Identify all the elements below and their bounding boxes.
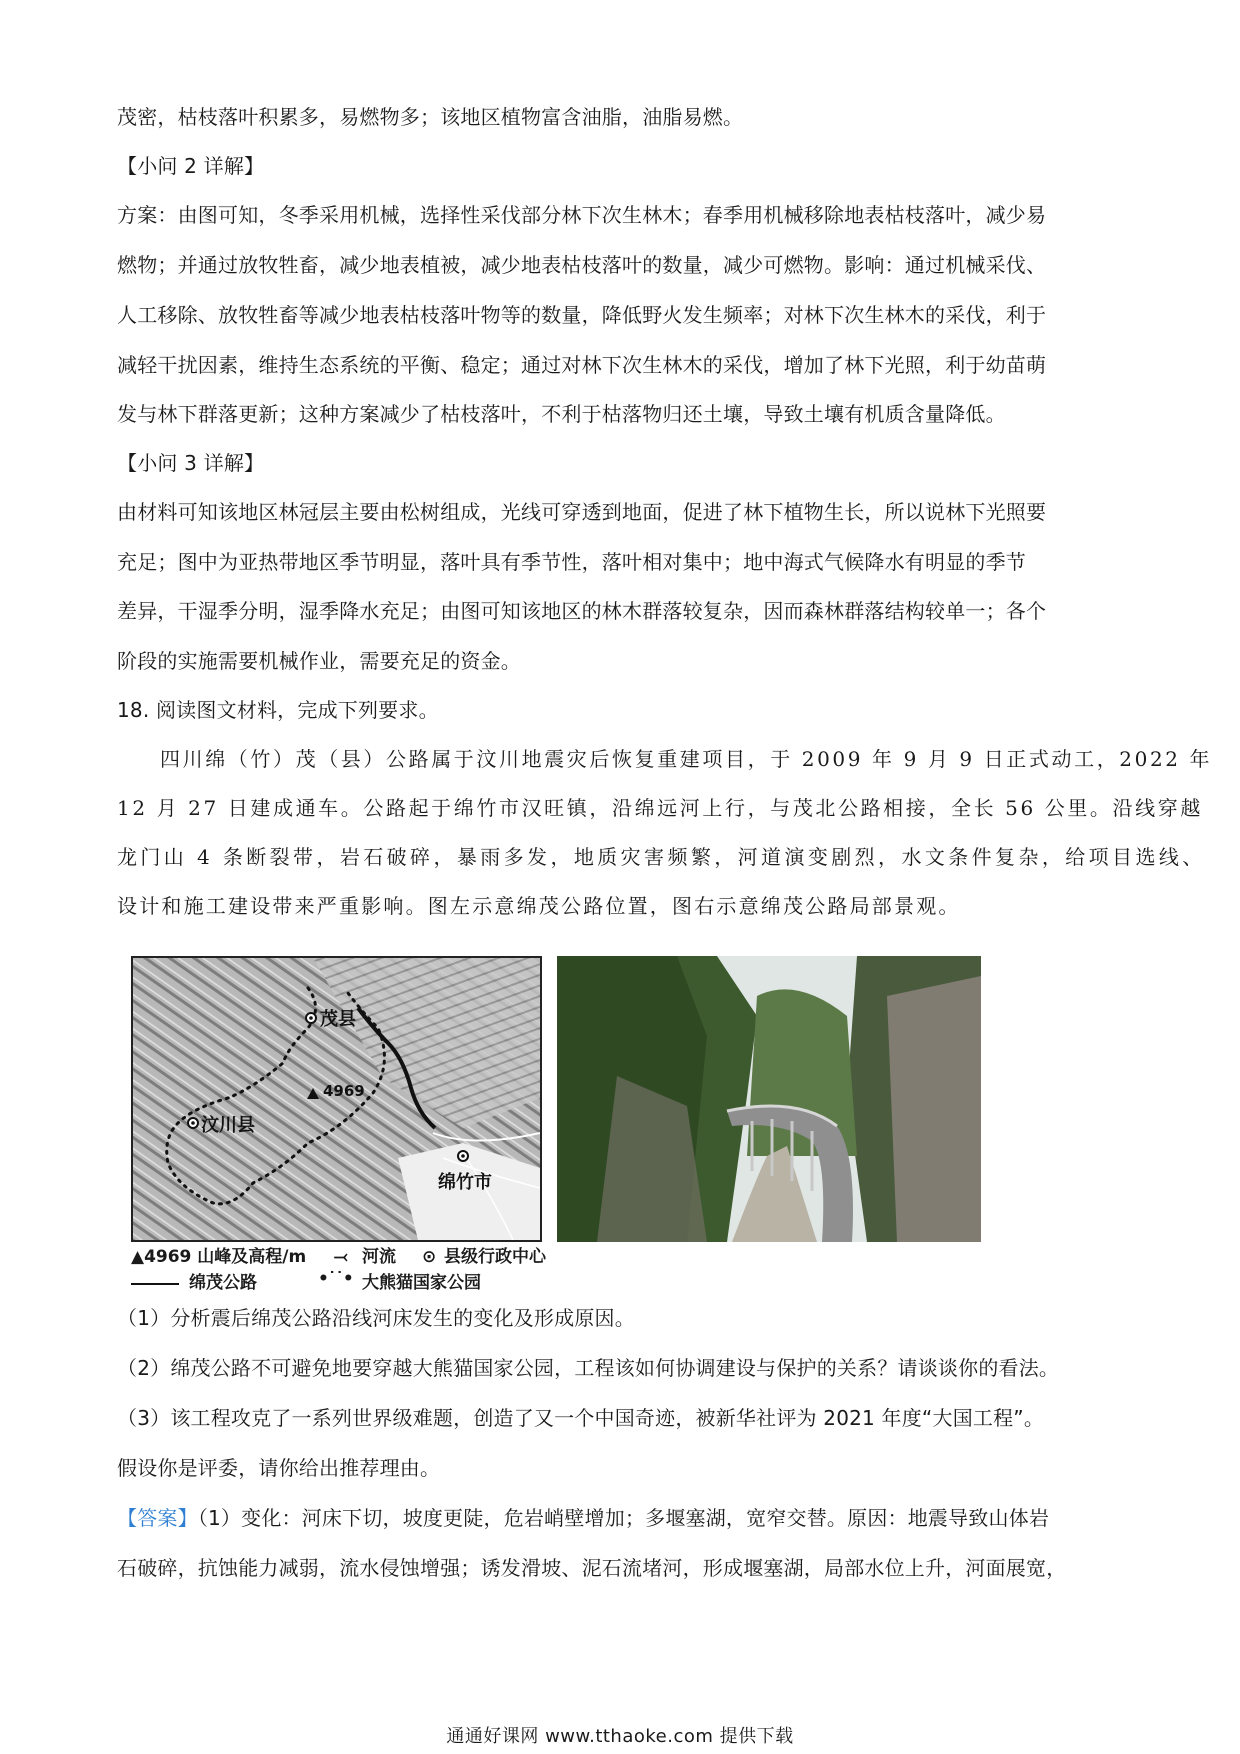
map-label-mianzhu: 绵竹市: [438, 1172, 492, 1193]
text-line: 茂密，枯枝落叶积累多，易燃物多；该地区植物富含油脂，油脂易燃。: [117, 105, 744, 129]
text-line: 方案：由图可知，冬季采用机械，选择性采伐部分林下次生林木；春季用机械移除地表枯枝落叶，减少易: [117, 203, 1047, 227]
map-label-peak: 4969: [323, 1082, 365, 1100]
text-line: 充足；图中为亚热带地区季节明显，落叶具有季节性，落叶相对集中；地中海式气候降水有明显的季节: [117, 550, 1026, 574]
text-line: 发与林下群落更新；这种方案减少了枯枝落叶，不利于枯落物归还土壤，导致土壤有机质含量降低。: [117, 402, 1006, 426]
legend-peak: ▲4969 山峰及高程/m: [131, 1247, 307, 1267]
map-label-wenchuan: 汶川县: [201, 1115, 255, 1136]
question-line: （1）分析震后绵茂公路沿线河床发生的变化及形成原因。: [117, 1306, 635, 1330]
answer-line: [117, 1504, 1137, 1532]
legend-county: 县级行政中心: [444, 1247, 546, 1267]
map-figure: [131, 956, 542, 1242]
legend-river-symbol: ⤙: [334, 1247, 348, 1267]
legend-road: 绵茂公路: [189, 1273, 257, 1293]
landscape-photo: [557, 956, 981, 1242]
material-line: 设计和施工建设带来严重影响。图左示意绵茂公路位置，图右示意绵茂公路局部景观。: [117, 894, 961, 918]
map-label-maoxian: 茂县: [320, 1009, 356, 1030]
bridge-photo-illustration: [557, 956, 981, 1242]
text-line: 阶段的实施需要机械作业，需要充足的资金。: [117, 649, 521, 673]
material-line: 龙门山 4 条断裂带，岩石破碎，暴雨多发，地质灾害频繁，河道演变剧烈，水文条件复杂，给项目选线、: [117, 845, 1206, 869]
question-title: 18. 阅读图文材料，完成下列要求。: [117, 698, 439, 722]
answer-tag: 【答案】: [117, 1506, 198, 1530]
legend-county-icon: ⊙: [422, 1247, 437, 1267]
question-line: 假设你是评委，请你给出推荐理由。: [117, 1456, 441, 1480]
page-footer: 通通好课网 www.tthaoke.com 提供下载: [446, 1726, 794, 1747]
answer-line: 石破碎，抗蚀能力减弱，流水侵蚀增强；诱发滑坡、泥石流堵河，形成堰塞湖，局部水位上升，河面展宽，: [117, 1556, 1067, 1580]
legend-road-symbol: [131, 1283, 179, 1285]
text-line: 由材料可知该地区林冠层主要由松树组成，光线可穿透到地面，促进了林下植物生长，所以说林下光照要: [117, 500, 1047, 524]
legend-park-symbol: •˙˙•: [318, 1269, 353, 1289]
answer-text: （1）变化：河床下切，坡度更陡，危岩峭壁增加；多堰塞湖，宽窄交替。原因：地震导致山体岩: [197, 1506, 1050, 1530]
legend-river: 河流: [362, 1247, 396, 1267]
section-heading: 【小问 2 详解】: [117, 154, 265, 178]
text-line: 减轻干扰因素，维持生态系统的平衡、稳定；通过对林下次生林木的采伐，增加了林下光照，利于幼苗萌: [117, 353, 1047, 377]
question-line: （2）绵茂公路不可避免地要穿越大熊猫国家公园，工程该如何协调建设与保护的关系？请谈谈你的看法。: [117, 1356, 1060, 1380]
legend-park: 大熊猫国家公园: [362, 1273, 481, 1293]
text-line: 差异，干湿季分明，湿季降水充足；由图可知该地区的林木群落较复杂，因而森林群落结构较单一；各个: [117, 599, 1047, 623]
section-heading: 【小问 3 详解】: [117, 451, 265, 475]
question-line: （3）该工程攻克了一系列世界级难题，创造了又一个中国奇迹，被新华社评为 2021 年度“大国工程”。: [117, 1406, 1045, 1430]
text-line: 燃物；并通过放牧牲畜，减少地表植被，减少地表枯枝落叶的数量，减少可燃物。影响：通过机械采伐、: [117, 253, 1047, 277]
text-line: 人工移除、放牧牲畜等减少地表枯枝落叶物等的数量，降低野火发生频率；对林下次生林木的采伐，利于: [117, 303, 1047, 327]
material-line: 四川绵（竹）茂（县）公路属于汶川地震灾后恢复重建项目，于 2009 年 9 月 9 日正式动工，2022 年: [160, 747, 1213, 771]
material-line: 12 月 27 日建成通车。公路起于绵竹市汉旺镇，沿绵远河上行，与茂北公路相接，全长 56 公里。沿线穿越: [117, 796, 1203, 820]
